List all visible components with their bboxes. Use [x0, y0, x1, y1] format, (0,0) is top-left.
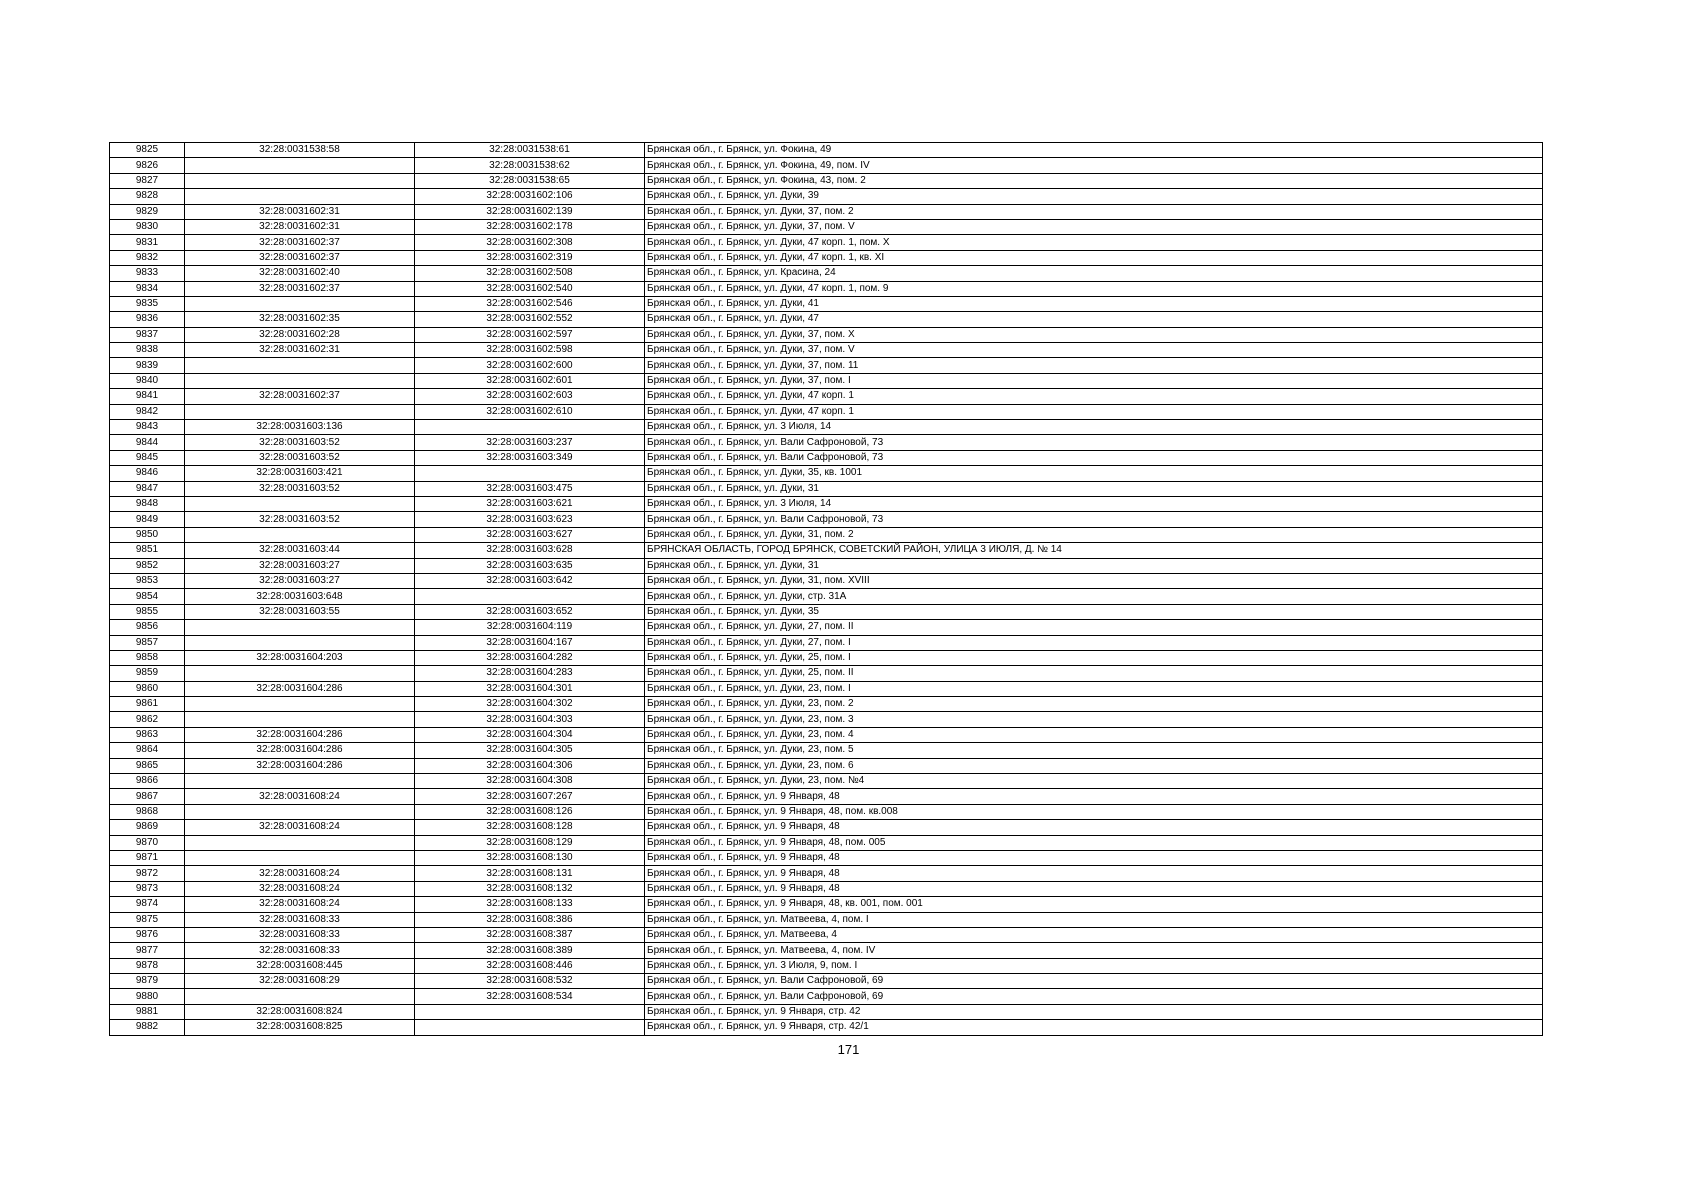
cadastral-number-cell: 32:28:0031608:389 [415, 943, 645, 958]
parent-cadastral-number-cell [185, 620, 415, 635]
table-row [110, 589, 1543, 604]
cadastral-number-cell: 32:28:0031603:635 [415, 558, 645, 573]
table-row [110, 343, 1543, 358]
register-table-body [110, 143, 1543, 1036]
parent-cadastral-number-cell: 32:28:0031608:824 [185, 1004, 415, 1019]
parent-cadastral-number-cell [185, 774, 415, 789]
row-number-cell: 9868 [110, 804, 185, 819]
row-number-cell: 9863 [110, 727, 185, 742]
row-number-cell: 9838 [110, 343, 185, 358]
address-cell: Брянская обл., г. Брянск, ул. 9 Января, 48, кв. 001, пом. 001 [645, 897, 1543, 912]
parent-cadastral-number-cell [185, 850, 415, 865]
cadastral-number-cell: 32:28:0031603:349 [415, 450, 645, 465]
table-row [110, 927, 1543, 942]
parent-cadastral-number-cell: 32:28:0031602:35 [185, 312, 415, 327]
address-cell: Брянская обл., г. Брянск, ул. Красина, 24 [645, 266, 1543, 281]
table-row [110, 743, 1543, 758]
row-number-cell: 9858 [110, 650, 185, 665]
row-number-cell: 9876 [110, 927, 185, 942]
cadastral-number-cell: 32:28:0031604:306 [415, 758, 645, 773]
cadastral-number-cell: 32:28:0031538:65 [415, 173, 645, 188]
table-row [110, 666, 1543, 681]
row-number-cell: 9833 [110, 266, 185, 281]
row-number-cell: 9877 [110, 943, 185, 958]
address-cell: Брянская обл., г. Брянск, ул. Дуки, 23, пом. 6 [645, 758, 1543, 773]
table-row [110, 450, 1543, 465]
table-row [110, 974, 1543, 989]
cadastral-number-cell: 32:28:0031603:623 [415, 512, 645, 527]
cadastral-number-cell: 32:28:0031604:303 [415, 712, 645, 727]
table-row [110, 835, 1543, 850]
parent-cadastral-number-cell [185, 404, 415, 419]
parent-cadastral-number-cell [185, 296, 415, 311]
parent-cadastral-number-cell: 32:28:0031603:136 [185, 420, 415, 435]
cadastral-number-cell [415, 420, 645, 435]
cadastral-number-cell: 32:28:0031603:652 [415, 604, 645, 619]
parent-cadastral-number-cell: 32:28:0031602:37 [185, 235, 415, 250]
register-sheet [109, 142, 1542, 1036]
address-cell: Брянская обл., г. Брянск, ул. Матвеева, 4, пом. I [645, 912, 1543, 927]
cadastral-number-cell: 32:28:0031602:601 [415, 373, 645, 388]
address-cell: Брянская обл., г. Брянск, ул. Дуки, 37, пом. V [645, 343, 1543, 358]
parent-cadastral-number-cell [185, 189, 415, 204]
table-row [110, 727, 1543, 742]
address-cell: Брянская обл., г. Брянск, ул. Дуки, 23, пом. 2 [645, 697, 1543, 712]
row-number-cell: 9846 [110, 466, 185, 481]
address-cell: Брянская обл., г. Брянск, ул. Фокина, 49 [645, 143, 1543, 158]
page-number: 171 [837, 1042, 860, 1057]
row-number-cell: 9878 [110, 958, 185, 973]
table-row [110, 281, 1543, 296]
cadastral-number-cell: 32:28:0031608:446 [415, 958, 645, 973]
address-cell: Брянская обл., г. Брянск, ул. Дуки, 47 корп. 1 [645, 389, 1543, 404]
parent-cadastral-number-cell: 32:28:0031604:286 [185, 727, 415, 742]
table-row [110, 866, 1543, 881]
row-number-cell: 9866 [110, 774, 185, 789]
cadastral-number-cell: 32:28:0031603:237 [415, 435, 645, 450]
address-cell: Брянская обл., г. Брянск, ул. 9 Января, 48 [645, 820, 1543, 835]
table-row [110, 266, 1543, 281]
cadastral-number-cell: 32:28:0031603:475 [415, 481, 645, 496]
address-cell: Брянская обл., г. Брянск, ул. Дуки, 37, пом. V [645, 219, 1543, 234]
table-row [110, 143, 1543, 158]
address-cell: Брянская обл., г. Брянск, ул. Дуки, 23, пом. №4 [645, 774, 1543, 789]
cadastral-number-cell: 32:28:0031604:304 [415, 727, 645, 742]
cadastral-number-cell: 32:28:0031602:597 [415, 327, 645, 342]
parent-cadastral-number-cell: 32:28:0031538:58 [185, 143, 415, 158]
address-cell: Брянская обл., г. Брянск, ул. Вали Сафроновой, 69 [645, 974, 1543, 989]
table-row [110, 527, 1543, 542]
table-row [110, 358, 1543, 373]
row-number-cell: 9879 [110, 974, 185, 989]
cadastral-number-cell: 32:28:0031608:132 [415, 881, 645, 896]
row-number-cell: 9836 [110, 312, 185, 327]
row-number-cell: 9855 [110, 604, 185, 619]
parent-cadastral-number-cell: 32:28:0031608:24 [185, 881, 415, 896]
row-number-cell: 9860 [110, 681, 185, 696]
row-number-cell: 9849 [110, 512, 185, 527]
address-cell: Брянская обл., г. Брянск, ул. Вали Сафроновой, 73 [645, 435, 1543, 450]
parent-cadastral-number-cell: 32:28:0031608:33 [185, 943, 415, 958]
table-row [110, 466, 1543, 481]
row-number-cell: 9839 [110, 358, 185, 373]
parent-cadastral-number-cell: 32:28:0031603:648 [185, 589, 415, 604]
address-cell: Брянская обл., г. Брянск, ул. Вали Сафроновой, 73 [645, 512, 1543, 527]
table-row [110, 635, 1543, 650]
parent-cadastral-number-cell: 32:28:0031603:52 [185, 435, 415, 450]
row-number-cell: 9847 [110, 481, 185, 496]
row-number-cell: 9845 [110, 450, 185, 465]
table-row [110, 496, 1543, 511]
cadastral-number-cell: 32:28:0031602:540 [415, 281, 645, 296]
cadastral-number-cell: 32:28:0031603:628 [415, 543, 645, 558]
parent-cadastral-number-cell: 32:28:0031603:52 [185, 512, 415, 527]
cadastral-number-cell: 32:28:0031608:128 [415, 820, 645, 835]
address-cell: Брянская обл., г. Брянск, ул. Вали Сафроновой, 69 [645, 989, 1543, 1004]
parent-cadastral-number-cell [185, 835, 415, 850]
row-number-cell: 9843 [110, 420, 185, 435]
address-cell: Брянская обл., г. Брянск, ул. Дуки, 25, пом. II [645, 666, 1543, 681]
address-cell: Брянская обл., г. Брянск, ул. 9 Января, 48, пом. кв.008 [645, 804, 1543, 819]
parent-cadastral-number-cell: 32:28:0031602:37 [185, 281, 415, 296]
address-cell: БРЯНСКАЯ ОБЛАСТЬ, ГОРОД БРЯНСК, СОВЕТСКИЙ РАЙОН, УЛИЦА 3 ИЮЛЯ, Д. № 14 [645, 543, 1543, 558]
row-number-cell: 9864 [110, 743, 185, 758]
address-cell: Брянская обл., г. Брянск, ул. Дуки, 27, пом. II [645, 620, 1543, 635]
row-number-cell: 9830 [110, 219, 185, 234]
row-number-cell: 9854 [110, 589, 185, 604]
address-cell: Брянская обл., г. Брянск, ул. Дуки, 37, пом. 11 [645, 358, 1543, 373]
parent-cadastral-number-cell [185, 358, 415, 373]
table-row [110, 235, 1543, 250]
cadastral-number-cell: 32:28:0031608:386 [415, 912, 645, 927]
cadastral-number-cell: 32:28:0031604:119 [415, 620, 645, 635]
table-row [110, 789, 1543, 804]
cadastral-number-cell: 32:28:0031604:308 [415, 774, 645, 789]
address-cell: Брянская обл., г. Брянск, ул. Дуки, 31 [645, 558, 1543, 573]
table-row [110, 404, 1543, 419]
parent-cadastral-number-cell [185, 697, 415, 712]
table-row [110, 774, 1543, 789]
address-cell: Брянская обл., г. Брянск, ул. Дуки, 31 [645, 481, 1543, 496]
cadastral-number-cell: 32:28:0031602:178 [415, 219, 645, 234]
address-cell: Брянская обл., г. Брянск, ул. Дуки, 35, кв. 1001 [645, 466, 1543, 481]
row-number-cell: 9832 [110, 250, 185, 265]
row-number-cell: 9857 [110, 635, 185, 650]
table-row [110, 897, 1543, 912]
parent-cadastral-number-cell: 32:28:0031602:28 [185, 327, 415, 342]
parent-cadastral-number-cell: 32:28:0031604:286 [185, 758, 415, 773]
address-cell: Брянская обл., г. Брянск, ул. 9 Января, стр. 42 [645, 1004, 1543, 1019]
cadastral-number-cell: 32:28:0031608:133 [415, 897, 645, 912]
parent-cadastral-number-cell: 32:28:0031602:37 [185, 250, 415, 265]
parent-cadastral-number-cell: 32:28:0031608:825 [185, 1020, 415, 1035]
cadastral-number-cell: 32:28:0031604:305 [415, 743, 645, 758]
cadastral-number-cell: 32:28:0031603:642 [415, 573, 645, 588]
address-cell: Брянская обл., г. Брянск, ул. Дуки, 47 корп. 1, пом. 9 [645, 281, 1543, 296]
address-cell: Брянская обл., г. Брянск, ул. Дуки, 23, пом. 5 [645, 743, 1543, 758]
row-number-cell: 9828 [110, 189, 185, 204]
row-number-cell: 9861 [110, 697, 185, 712]
parent-cadastral-number-cell: 32:28:0031608:24 [185, 789, 415, 804]
table-row [110, 758, 1543, 773]
parent-cadastral-number-cell: 32:28:0031602:37 [185, 389, 415, 404]
table-row [110, 173, 1543, 188]
address-cell: Брянская обл., г. Брянск, ул. Дуки, 23, пом. 3 [645, 712, 1543, 727]
row-number-cell: 9862 [110, 712, 185, 727]
table-row [110, 604, 1543, 619]
parent-cadastral-number-cell: 32:28:0031604:203 [185, 650, 415, 665]
row-number-cell: 9870 [110, 835, 185, 850]
table-row [110, 1020, 1543, 1035]
table-row [110, 312, 1543, 327]
cadastral-number-cell: 32:28:0031604:283 [415, 666, 645, 681]
address-cell: Брянская обл., г. Брянск, ул. 3 Июля, 14 [645, 496, 1543, 511]
cadastral-number-cell: 32:28:0031602:552 [415, 312, 645, 327]
parent-cadastral-number-cell: 32:28:0031603:27 [185, 558, 415, 573]
parent-cadastral-number-cell [185, 712, 415, 727]
parent-cadastral-number-cell [185, 989, 415, 1004]
table-row [110, 189, 1543, 204]
cadastral-number-cell: 32:28:0031602:610 [415, 404, 645, 419]
cadastral-number-cell: 32:28:0031602:600 [415, 358, 645, 373]
table-row [110, 373, 1543, 388]
parent-cadastral-number-cell [185, 173, 415, 188]
cadastral-number-cell: 32:28:0031604:301 [415, 681, 645, 696]
table-row [110, 481, 1543, 496]
address-cell: Брянская обл., г. Брянск, ул. Вали Сафроновой, 73 [645, 450, 1543, 465]
parent-cadastral-number-cell: 32:28:0031604:286 [185, 743, 415, 758]
table-row [110, 543, 1543, 558]
cadastral-number-cell: 32:28:0031602:139 [415, 204, 645, 219]
address-cell: Брянская обл., г. Брянск, ул. Дуки, 25, пом. I [645, 650, 1543, 665]
row-number-cell: 9880 [110, 989, 185, 1004]
parent-cadastral-number-cell: 32:28:0031608:24 [185, 897, 415, 912]
row-number-cell: 9875 [110, 912, 185, 927]
cadastral-number-cell: 32:28:0031602:603 [415, 389, 645, 404]
cadastral-number-cell: 32:28:0031538:61 [415, 143, 645, 158]
address-cell: Брянская обл., г. Брянск, ул. Дуки, 47 корп. 1 [645, 404, 1543, 419]
table-row [110, 558, 1543, 573]
cadastral-number-cell: 32:28:0031602:598 [415, 343, 645, 358]
address-cell: Брянская обл., г. Брянск, ул. Дуки, 31, пом. 2 [645, 527, 1543, 542]
table-row [110, 712, 1543, 727]
parent-cadastral-number-cell: 32:28:0031603:52 [185, 450, 415, 465]
parent-cadastral-number-cell: 32:28:0031602:31 [185, 204, 415, 219]
table-row [110, 912, 1543, 927]
table-row [110, 881, 1543, 896]
table-row [110, 804, 1543, 819]
table-row [110, 512, 1543, 527]
table-row [110, 296, 1543, 311]
cadastral-number-cell: 32:28:0031607:267 [415, 789, 645, 804]
cadastral-number-cell: 32:28:0031604:167 [415, 635, 645, 650]
cadastral-number-cell: 32:28:0031608:534 [415, 989, 645, 1004]
row-number-cell: 9865 [110, 758, 185, 773]
address-cell: Брянская обл., г. Брянск, ул. Дуки, стр. 31А [645, 589, 1543, 604]
row-number-cell: 9844 [110, 435, 185, 450]
address-cell: Брянская обл., г. Брянск, ул. Матвеева, 4, пом. IV [645, 943, 1543, 958]
parent-cadastral-number-cell: 32:28:0031603:27 [185, 573, 415, 588]
table-row [110, 650, 1543, 665]
cadastral-number-cell: 32:28:0031603:621 [415, 496, 645, 511]
parent-cadastral-number-cell [185, 373, 415, 388]
parent-cadastral-number-cell: 32:28:0031603:421 [185, 466, 415, 481]
address-cell: Брянская обл., г. Брянск, ул. Дуки, 47 корп. 1, кв. XI [645, 250, 1543, 265]
address-cell: Брянская обл., г. Брянск, ул. Матвеева, 4 [645, 927, 1543, 942]
row-number-cell: 9872 [110, 866, 185, 881]
parent-cadastral-number-cell [185, 496, 415, 511]
row-number-cell: 9835 [110, 296, 185, 311]
cadastral-number-cell [415, 466, 645, 481]
row-number-cell: 9841 [110, 389, 185, 404]
address-cell: Брянская обл., г. Брянск, ул. Дуки, 47 корп. 1, пом. X [645, 235, 1543, 250]
address-cell: Брянская обл., г. Брянск, ул. Дуки, 41 [645, 296, 1543, 311]
parent-cadastral-number-cell: 32:28:0031602:31 [185, 343, 415, 358]
parent-cadastral-number-cell: 32:28:0031603:44 [185, 543, 415, 558]
address-cell: Брянская обл., г. Брянск, ул. Дуки, 37, пом. 2 [645, 204, 1543, 219]
table-row [110, 943, 1543, 958]
cadastral-number-cell: 32:28:0031603:627 [415, 527, 645, 542]
cadastral-number-cell: 32:28:0031608:131 [415, 866, 645, 881]
table-row [110, 989, 1543, 1004]
row-number-cell: 9852 [110, 558, 185, 573]
table-row [110, 420, 1543, 435]
cadastral-number-cell [415, 1004, 645, 1019]
row-number-cell: 9826 [110, 158, 185, 173]
address-cell: Брянская обл., г. Брянск, ул. Дуки, 23, пом. I [645, 681, 1543, 696]
cadastral-number-cell: 32:28:0031604:302 [415, 697, 645, 712]
address-cell: Брянская обл., г. Брянск, ул. Дуки, 23, пом. 4 [645, 727, 1543, 742]
parent-cadastral-number-cell: 32:28:0031604:286 [185, 681, 415, 696]
cadastral-number-cell: 32:28:0031604:282 [415, 650, 645, 665]
table-row [110, 219, 1543, 234]
row-number-cell: 9869 [110, 820, 185, 835]
address-cell: Брянская обл., г. Брянск, ул. Фокина, 49, пом. IV [645, 158, 1543, 173]
parent-cadastral-number-cell: 32:28:0031603:55 [185, 604, 415, 619]
table-row [110, 850, 1543, 865]
parent-cadastral-number-cell [185, 804, 415, 819]
address-cell: Брянская обл., г. Брянск, ул. Дуки, 37, пом. I [645, 373, 1543, 388]
parent-cadastral-number-cell: 32:28:0031608:29 [185, 974, 415, 989]
cadastral-number-cell: 32:28:0031608:532 [415, 974, 645, 989]
parent-cadastral-number-cell: 32:28:0031608:33 [185, 912, 415, 927]
table-row [110, 435, 1543, 450]
cadastral-number-cell: 32:28:0031602:319 [415, 250, 645, 265]
row-number-cell: 9825 [110, 143, 185, 158]
cadastral-number-cell [415, 589, 645, 604]
address-cell: Брянская обл., г. Брянск, ул. 9 Января, 48 [645, 866, 1543, 881]
table-row [110, 573, 1543, 588]
parent-cadastral-number-cell: 32:28:0031608:24 [185, 820, 415, 835]
row-number-cell: 9856 [110, 620, 185, 635]
table-row [110, 1004, 1543, 1019]
row-number-cell: 9871 [110, 850, 185, 865]
table-row [110, 389, 1543, 404]
parent-cadastral-number-cell: 32:28:0031602:31 [185, 219, 415, 234]
address-cell: Брянская обл., г. Брянск, ул. 9 Января, 48 [645, 850, 1543, 865]
table-row [110, 327, 1543, 342]
table-row [110, 820, 1543, 835]
row-number-cell: 9881 [110, 1004, 185, 1019]
table-row [110, 958, 1543, 973]
table-row [110, 620, 1543, 635]
address-cell: Брянская обл., г. Брянск, ул. 9 Января, стр. 42/1 [645, 1020, 1543, 1035]
table-row [110, 681, 1543, 696]
address-cell: Брянская обл., г. Брянск, ул. Фокина, 43, пом. 2 [645, 173, 1543, 188]
cadastral-number-cell: 32:28:0031608:129 [415, 835, 645, 850]
address-cell: Брянская обл., г. Брянск, ул. Дуки, 39 [645, 189, 1543, 204]
table-row [110, 158, 1543, 173]
row-number-cell: 9842 [110, 404, 185, 419]
cadastral-number-cell: 32:28:0031602:546 [415, 296, 645, 311]
row-number-cell: 9829 [110, 204, 185, 219]
row-number-cell: 9851 [110, 543, 185, 558]
cadastral-number-cell: 32:28:0031608:387 [415, 927, 645, 942]
parent-cadastral-number-cell: 32:28:0031602:40 [185, 266, 415, 281]
row-number-cell: 9834 [110, 281, 185, 296]
cadastral-number-cell: 32:28:0031538:62 [415, 158, 645, 173]
address-cell: Брянская обл., г. Брянск, ул. 9 Января, 48, пом. 005 [645, 835, 1543, 850]
parent-cadastral-number-cell: 32:28:0031603:52 [185, 481, 415, 496]
parent-cadastral-number-cell [185, 635, 415, 650]
address-cell: Брянская обл., г. Брянск, ул. 9 Января, 48 [645, 881, 1543, 896]
row-number-cell: 9848 [110, 496, 185, 511]
cadastral-number-cell: 32:28:0031608:126 [415, 804, 645, 819]
row-number-cell: 9873 [110, 881, 185, 896]
parent-cadastral-number-cell: 32:28:0031608:445 [185, 958, 415, 973]
address-cell: Брянская обл., г. Брянск, ул. Дуки, 37, пом. X [645, 327, 1543, 342]
cadastral-number-cell: 32:28:0031602:106 [415, 189, 645, 204]
row-number-cell: 9882 [110, 1020, 185, 1035]
row-number-cell: 9859 [110, 666, 185, 681]
address-cell: Брянская обл., г. Брянск, ул. 3 Июля, 9, пом. I [645, 958, 1543, 973]
cadastral-register-table [109, 142, 1543, 1036]
address-cell: Брянская обл., г. Брянск, ул. Дуки, 31, пом. XVIII [645, 573, 1543, 588]
parent-cadastral-number-cell [185, 158, 415, 173]
row-number-cell: 9874 [110, 897, 185, 912]
address-cell: Брянская обл., г. Брянск, ул. Дуки, 35 [645, 604, 1543, 619]
row-number-cell: 9827 [110, 173, 185, 188]
cadastral-number-cell: 32:28:0031608:130 [415, 850, 645, 865]
table-row [110, 250, 1543, 265]
address-cell: Брянская обл., г. Брянск, ул. Дуки, 47 [645, 312, 1543, 327]
row-number-cell: 9840 [110, 373, 185, 388]
address-cell: Брянская обл., г. Брянск, ул. 9 Января, 48 [645, 789, 1543, 804]
table-row [110, 697, 1543, 712]
row-number-cell: 9850 [110, 527, 185, 542]
row-number-cell: 9853 [110, 573, 185, 588]
address-cell: Брянская обл., г. Брянск, ул. 3 Июля, 14 [645, 420, 1543, 435]
row-number-cell: 9831 [110, 235, 185, 250]
row-number-cell: 9837 [110, 327, 185, 342]
parent-cadastral-number-cell [185, 666, 415, 681]
cadastral-number-cell [415, 1020, 645, 1035]
table-row [110, 204, 1543, 219]
address-cell: Брянская обл., г. Брянск, ул. Дуки, 27, пом. I [645, 635, 1543, 650]
cadastral-number-cell: 32:28:0031602:308 [415, 235, 645, 250]
cadastral-number-cell: 32:28:0031602:508 [415, 266, 645, 281]
parent-cadastral-number-cell: 32:28:0031608:24 [185, 866, 415, 881]
row-number-cell: 9867 [110, 789, 185, 804]
parent-cadastral-number-cell: 32:28:0031608:33 [185, 927, 415, 942]
parent-cadastral-number-cell [185, 527, 415, 542]
